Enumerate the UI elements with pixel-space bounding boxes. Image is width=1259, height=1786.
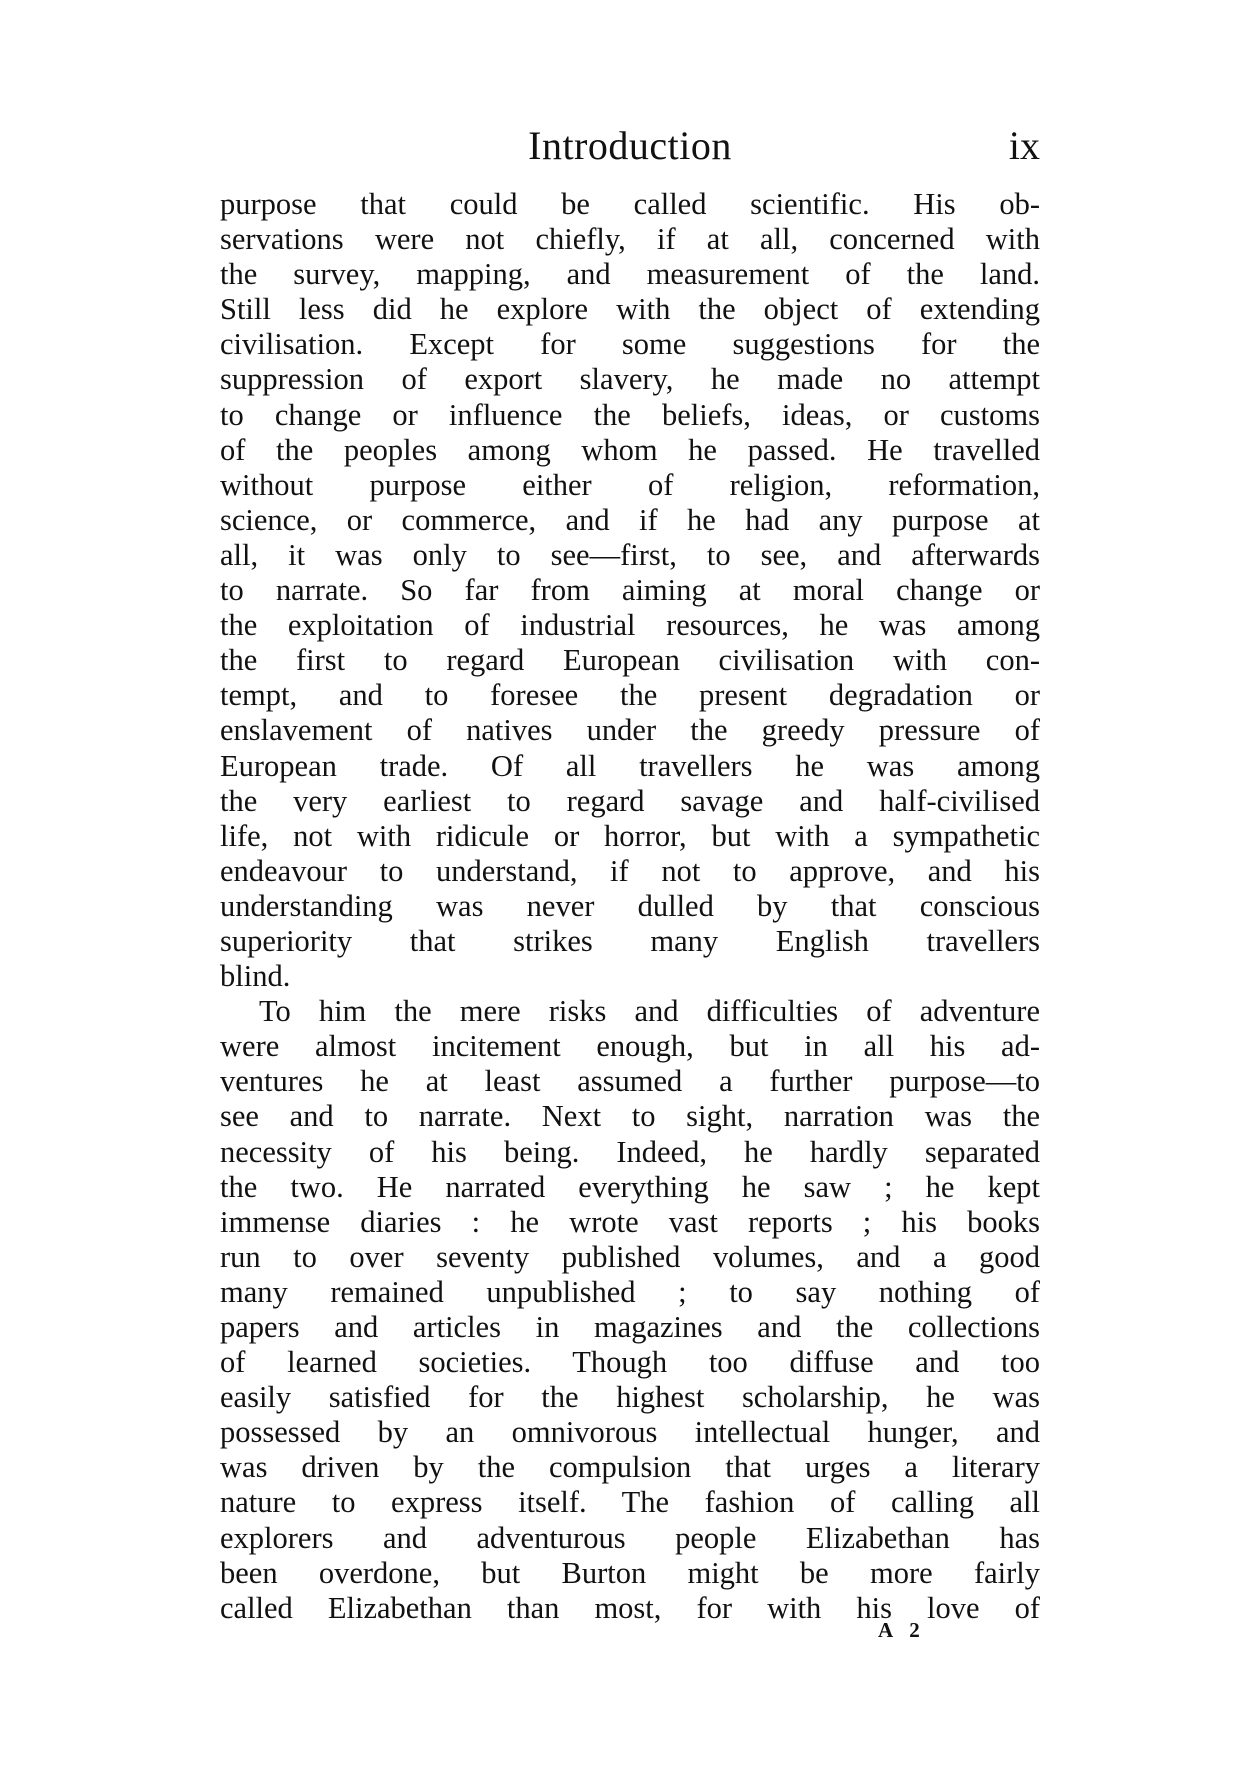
text-line: immense diaries : he wrote vast reports ; his books [220, 1204, 1040, 1239]
text-line: servations were not chiefly, if at all, concerned with [220, 222, 1040, 257]
text-line: without purpose either of religion, reformation, [220, 467, 1040, 502]
text-line: been overdone, but Burton might be more fairly [220, 1555, 1040, 1590]
text-line: of learned societies. Though too diffuse and too [220, 1345, 1040, 1380]
text-line: the two. He narrated everything he saw ; he kept [220, 1169, 1040, 1204]
text-line: ventures he at least assumed a further purpose—to [220, 1064, 1040, 1099]
text-line: European trade. Of all travellers he was among [220, 748, 1040, 783]
text-line: the survey, mapping, and measurement of the land. [220, 257, 1040, 292]
text-line: understanding was never dulled by that conscious [220, 888, 1040, 923]
text-line: to narrate. So far from aiming at moral change or [220, 573, 1040, 608]
text-line: endeavour to understand, if not to approve, and his [220, 853, 1040, 888]
text-line: were almost incitement enough, but in all his ad- [220, 1029, 1040, 1064]
text-line: was driven by the compulsion that urges a literary [220, 1450, 1040, 1485]
text-line: tempt, and to foresee the present degradation or [220, 678, 1040, 713]
page-number: ix [1008, 123, 1040, 168]
text-line: To him the mere risks and difficulties of adventure [259, 994, 1040, 1029]
text-line: suppression of export slavery, he made no attempt [220, 362, 1040, 397]
body-text [220, 187, 1040, 1626]
text-line: explorers and adventurous people Elizabethan has [220, 1520, 1040, 1555]
text-line: blind. [220, 959, 291, 994]
text-line: nature to express itself. The fashion of calling all [220, 1485, 1040, 1520]
text-line: science, or commerce, and if he had any purpose at [220, 502, 1040, 537]
text-line: of the peoples among whom he passed. He travelled [220, 432, 1040, 467]
signature-mark: A 2 [878, 1618, 926, 1642]
text-line: the very earliest to regard savage and half-civilised [220, 783, 1040, 818]
text-line: the exploitation of industrial resources, he was among [220, 608, 1040, 643]
text-line: papers and articles in magazines and the collections [220, 1310, 1040, 1344]
text-line: the first to regard European civilisation with con- [220, 643, 1040, 678]
text-line: possessed by an omnivorous intellectual hunger, and [220, 1415, 1040, 1450]
running-head [220, 116, 1040, 176]
text-line: called Elizabethan than most, for with his love of [220, 1590, 1040, 1625]
text-line: purpose that could be called scientific. His ob- [220, 187, 1040, 221]
text-line: to change or influence the beliefs, ideas, or customs [220, 397, 1040, 432]
text-line: easily satisfied for the highest scholarship, he was [220, 1380, 1040, 1415]
text-line: many remained unpublished ; to say nothing of [220, 1274, 1040, 1309]
text-line: enslavement of natives under the greedy pressure of [220, 713, 1040, 748]
text-line: superiority that strikes many English travellers [220, 923, 1040, 958]
text-line: Still less did he explore with the object of extending [220, 292, 1040, 327]
text-line: see and to narrate. Next to sight, narration was the [220, 1099, 1040, 1134]
text-line: run to over seventy published volumes, and a good [220, 1239, 1040, 1274]
text-line: all, it was only to see—first, to see, and afterwards [220, 537, 1040, 572]
text-line: life, not with ridicule or horror, but with a sympathetic [220, 818, 1040, 853]
text-line: necessity of his being. Indeed, he hardly separated [220, 1134, 1040, 1169]
running-title: Introduction [528, 123, 732, 168]
text-line: civilisation. Except for some suggestions for the [220, 327, 1040, 362]
